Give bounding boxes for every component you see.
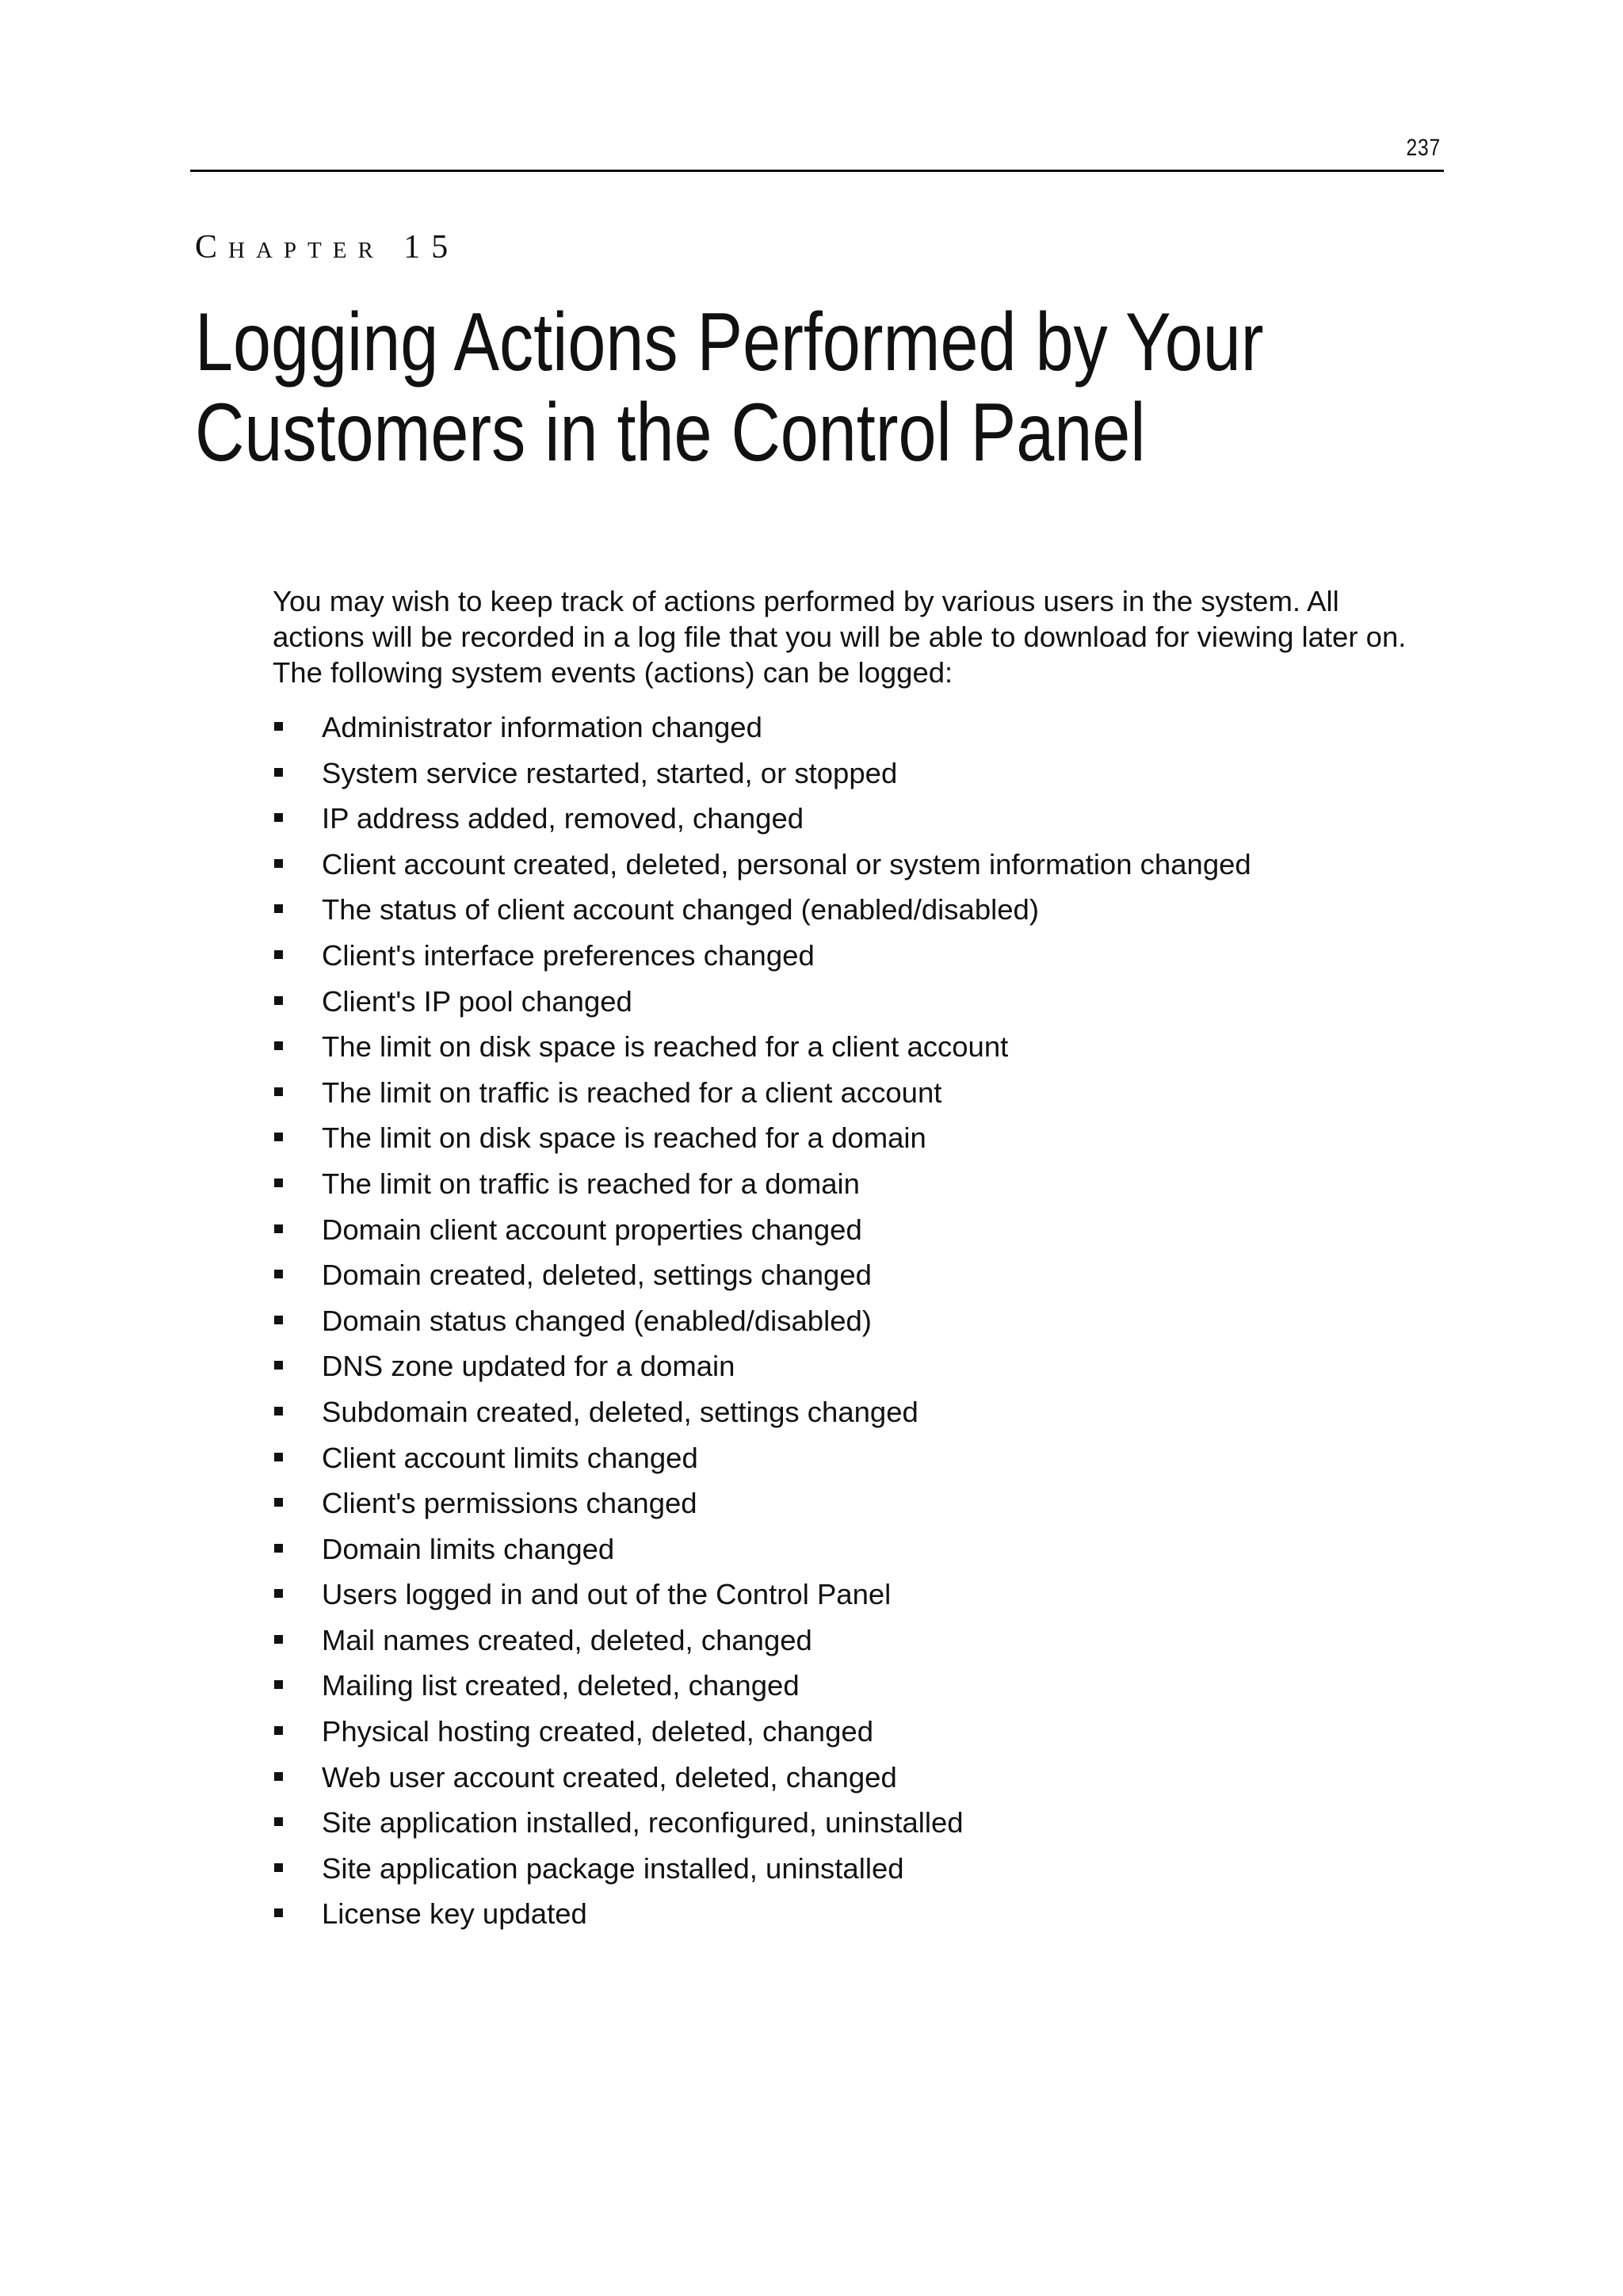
square-bullet-icon — [274, 1680, 283, 1689]
square-bullet-icon — [274, 1453, 283, 1461]
list-item — [273, 755, 1251, 801]
list-item — [273, 1851, 1251, 1897]
list-item — [273, 1120, 1251, 1166]
list-item — [273, 1896, 1251, 1942]
list-item — [273, 709, 1251, 755]
chapter-label: Chapter 15 — [195, 229, 460, 266]
chapter-title — [195, 297, 1445, 478]
list-item-text: Domain status changed (enabled/disabled) — [322, 1304, 872, 1337]
list-item — [273, 1576, 1251, 1622]
list-item — [273, 1668, 1251, 1713]
list-item-text: DNS zone updated for a domain — [322, 1350, 735, 1383]
square-bullet-icon — [274, 1133, 283, 1141]
list-item — [273, 1805, 1251, 1851]
list-item-text: The status of client account changed (enabled/disabled) — [322, 893, 1039, 926]
square-bullet-icon — [274, 904, 283, 913]
list-item — [273, 1348, 1251, 1394]
header-rule — [190, 170, 1444, 172]
square-bullet-icon — [274, 768, 283, 777]
list-item — [273, 1166, 1251, 1212]
list-item-text: The limit on disk space is reached for a domain — [322, 1121, 926, 1155]
intro-paragraph: You may wish to keep track of actions performed by various users in the system. All actions will be recorded in a log file that you will be able to download for viewing later on. The following system events (actions) can be logged: — [273, 585, 1407, 689]
square-bullet-icon — [274, 859, 283, 868]
square-bullet-icon — [274, 1041, 283, 1050]
list-item-text: The limit on disk space is reached for a client account — [322, 1030, 1009, 1064]
list-item-text: Client account created, deleted, personal or system information changed — [322, 847, 1251, 881]
square-bullet-icon — [274, 1316, 283, 1324]
square-bullet-icon — [274, 1863, 283, 1872]
square-bullet-icon — [274, 1635, 283, 1644]
list-item — [273, 1394, 1251, 1440]
list-item-text: Subdomain created, deleted, settings changed — [322, 1395, 918, 1428]
list-item-text: Mail names created, deleted, changed — [322, 1623, 812, 1656]
list-item-text: Client's interface preferences changed — [322, 938, 815, 972]
list-item-text: The limit on traffic is reached for a client account — [322, 1075, 942, 1109]
square-bullet-icon — [274, 1224, 283, 1233]
list-item-text: Domain created, deleted, settings changed — [322, 1259, 872, 1292]
square-bullet-icon — [274, 1772, 283, 1781]
events-list — [273, 709, 1251, 1942]
list-item — [273, 800, 1251, 846]
list-item-text: Client account limits changed — [322, 1441, 698, 1474]
square-bullet-icon — [274, 1908, 283, 1917]
square-bullet-icon — [274, 1270, 283, 1278]
list-item-text: Web user account created, deleted, changed — [322, 1760, 897, 1794]
square-bullet-icon — [274, 1087, 283, 1096]
square-bullet-icon — [274, 722, 283, 731]
list-item-text: The limit on traffic is reached for a domain — [322, 1167, 860, 1200]
list-item — [273, 1303, 1251, 1349]
list-item — [273, 892, 1251, 938]
list-item-text: Site application installed, reconfigured, uninstalled — [322, 1806, 964, 1839]
square-bullet-icon — [274, 950, 283, 959]
chapter-title-line-2: Customers in the Control Panel — [195, 387, 1146, 479]
list-item-text: Mailing list created, deleted, changed — [322, 1669, 800, 1702]
square-bullet-icon — [274, 1407, 283, 1415]
square-bullet-icon — [274, 1544, 283, 1553]
square-bullet-icon — [274, 1361, 283, 1370]
list-item — [273, 1713, 1251, 1759]
list-item — [273, 984, 1251, 1030]
square-bullet-icon — [274, 1498, 283, 1507]
square-bullet-icon — [274, 1817, 283, 1826]
list-item-text: Client's permissions changed — [322, 1487, 697, 1520]
list-item-text: Domain limits changed — [322, 1532, 615, 1565]
list-item-text: IP address added, removed, changed — [322, 802, 804, 835]
page-number: 237 — [1406, 135, 1441, 161]
list-item — [273, 1531, 1251, 1577]
list-item — [273, 846, 1251, 892]
list-item-text: License key updated — [322, 1897, 587, 1931]
chapter-title-line-1: Logging Actions Performed by Your — [195, 296, 1264, 388]
list-item-text: Domain client account properties changed — [322, 1213, 862, 1246]
list-item — [273, 1622, 1251, 1668]
square-bullet-icon — [274, 996, 283, 1005]
list-item-text: System service restarted, started, or stopped — [322, 756, 898, 789]
list-item — [273, 1440, 1251, 1486]
list-item — [273, 1212, 1251, 1258]
square-bullet-icon — [274, 1726, 283, 1735]
list-item — [273, 1029, 1251, 1075]
list-item-text: Site application package installed, uninstalled — [322, 1851, 904, 1885]
list-item — [273, 938, 1251, 984]
list-item — [273, 1485, 1251, 1531]
list-item — [273, 1075, 1251, 1121]
list-item-text: Physical hosting created, deleted, changed — [322, 1715, 873, 1748]
list-item-text: Administrator information changed — [322, 711, 762, 743]
list-item — [273, 1257, 1251, 1303]
square-bullet-icon — [274, 1179, 283, 1187]
square-bullet-icon — [274, 813, 283, 822]
list-item — [273, 1759, 1251, 1805]
list-item-text: Client's IP pool changed — [322, 984, 632, 1018]
list-item-text: Users logged in and out of the Control Panel — [322, 1578, 892, 1611]
square-bullet-icon — [274, 1589, 283, 1598]
